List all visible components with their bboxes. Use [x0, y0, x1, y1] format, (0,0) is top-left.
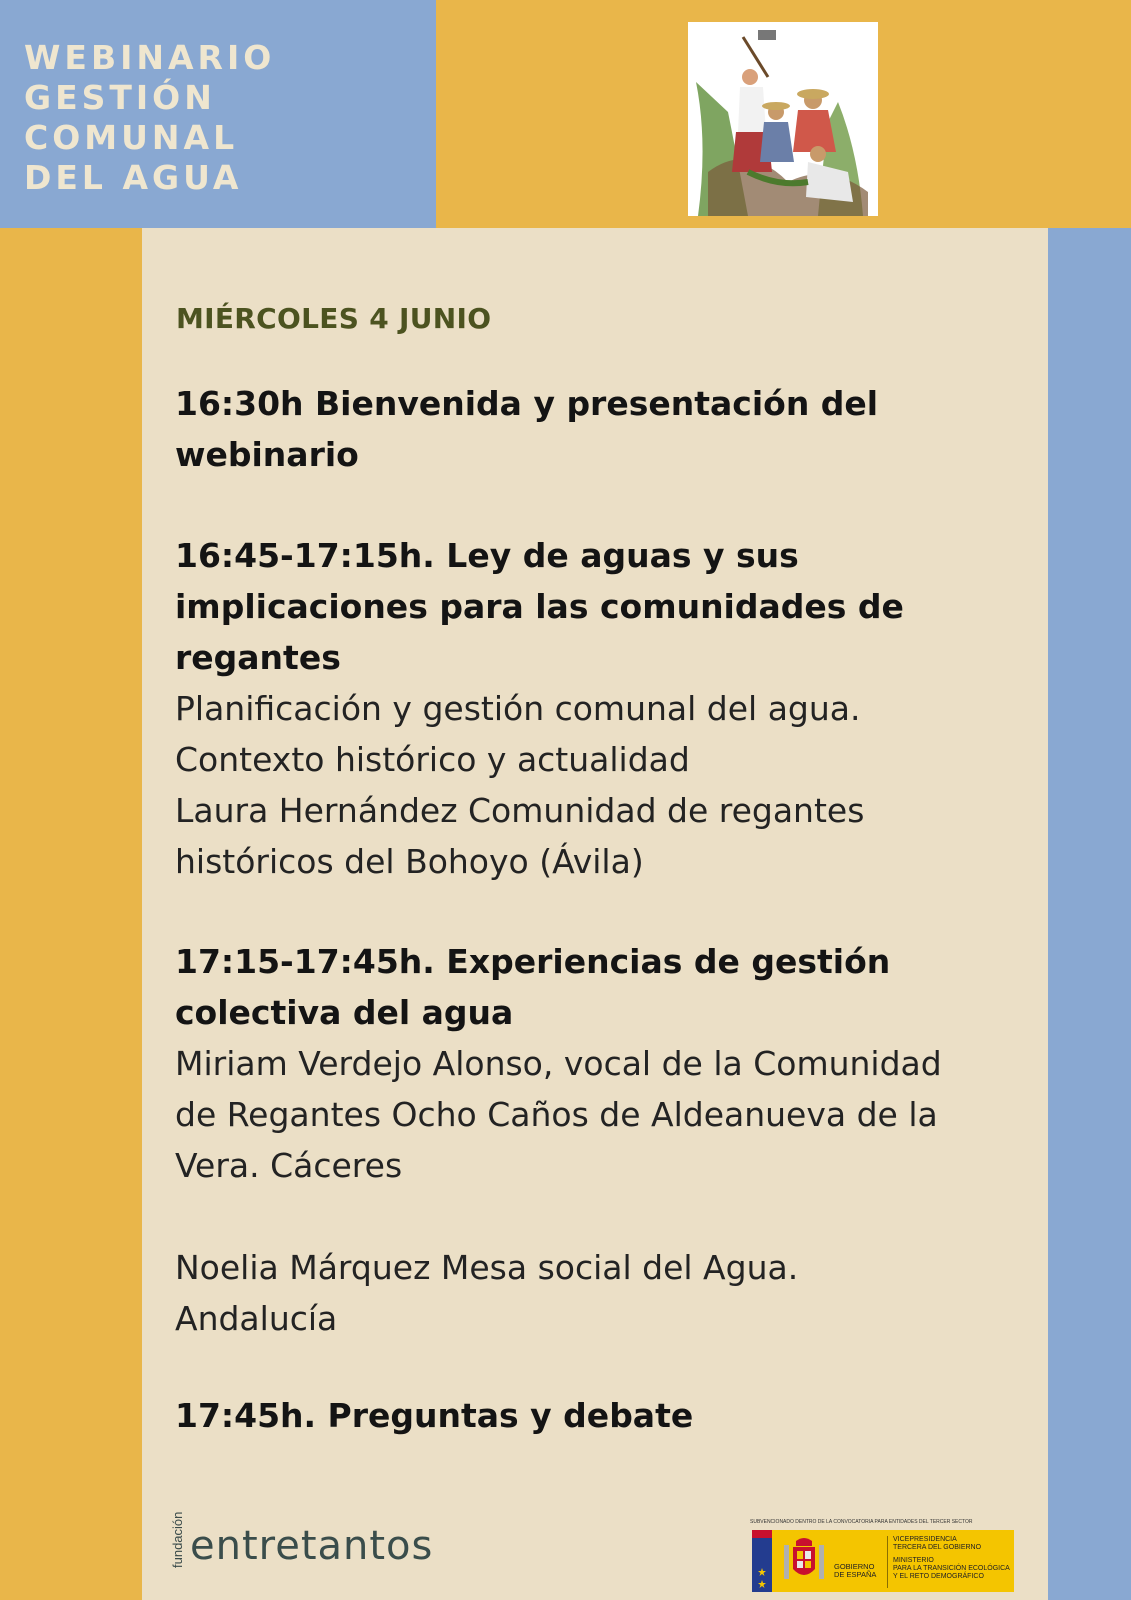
fundacion-label: fundación	[170, 1511, 185, 1568]
title-line: COMUNAL	[24, 118, 239, 157]
program-item-desc-line: Contexto histórico y actualidad	[175, 740, 690, 779]
gobierno-de-espana	[834, 1563, 876, 1579]
speaker-line: Andalucía	[175, 1299, 338, 1338]
speaker-line: Miriam Verdejo Alonso, vocal de la Comunidad	[175, 1044, 942, 1083]
program-item-experiences	[175, 936, 1025, 1344]
ministry-line: PARA LA TRANSICIÓN ECOLÓGICA	[893, 1565, 1010, 1572]
program-item-water-law	[175, 530, 1025, 887]
program-item-welcome	[175, 378, 1025, 480]
ministry-line: TERCERA DEL GOBIERNO	[893, 1544, 982, 1551]
farmers-illustration	[688, 22, 878, 216]
speaker-line: de Regantes Ocho Caños de Aldeanueva de la	[175, 1095, 938, 1134]
spain-coat-of-arms-icon	[782, 1537, 826, 1587]
right-blue-stripe	[1048, 228, 1131, 1600]
ministry-name	[893, 1536, 1010, 1581]
program-item-title-line: 16:45-17:15h. Ley de aguas y sus	[175, 536, 799, 575]
program-item-title-line: implicaciones para las comunidades de	[175, 587, 904, 626]
program-item-title-line: 17:45h. Preguntas y debate	[175, 1396, 694, 1435]
eu-flag-icon	[752, 1530, 772, 1592]
program-item-debate	[175, 1390, 1025, 1441]
gov-divider	[887, 1536, 888, 1588]
program-item-title-line: colectiva del agua	[175, 993, 514, 1032]
program-item-title-line: 16:30h Bienvenida y presentación del	[175, 384, 879, 423]
program-item-title-line: regantes	[175, 638, 341, 677]
program-item-desc-line: Planificación y gestión comunal del agua.	[175, 689, 861, 728]
ministry-line: MINISTERIO	[893, 1557, 934, 1564]
program-item-desc-line: históricos del Bohoyo (Ávila)	[175, 842, 644, 881]
webinar-title	[24, 38, 275, 198]
subsidy-caption: SUBVENCIONADO DENTRO DE LA CONVOCATORIA PARA ENTIDADES DEL TERCER SECTOR	[750, 1519, 973, 1525]
title-line: WEBINARIO	[24, 38, 276, 77]
speaker-line: Vera. Cáceres	[175, 1146, 403, 1185]
program-item-title-line: 17:15-17:45h. Experiencias de gestión	[175, 942, 891, 981]
entretantos-logo: entretantos	[190, 1523, 434, 1569]
gov-name-line: DE ESPAÑA	[834, 1570, 877, 1579]
title-line: DEL AGUA	[24, 158, 243, 197]
program-item-title-line: webinario	[175, 435, 359, 474]
ministry-line: Y EL RETO DEMOGRÁFICO	[893, 1573, 984, 1580]
ministry-line: VICEPRESIDENCIA	[893, 1536, 957, 1543]
title-line: GESTIÓN	[24, 78, 216, 117]
program-item-desc-line: Laura Hernández Comunidad de regantes	[175, 791, 865, 830]
event-date: MIÉRCOLES 4 JUNIO	[176, 302, 492, 335]
gov-name-line: GOBIERNO	[834, 1562, 875, 1571]
speaker-line: Noelia Márquez Mesa social del Agua.	[175, 1248, 799, 1287]
